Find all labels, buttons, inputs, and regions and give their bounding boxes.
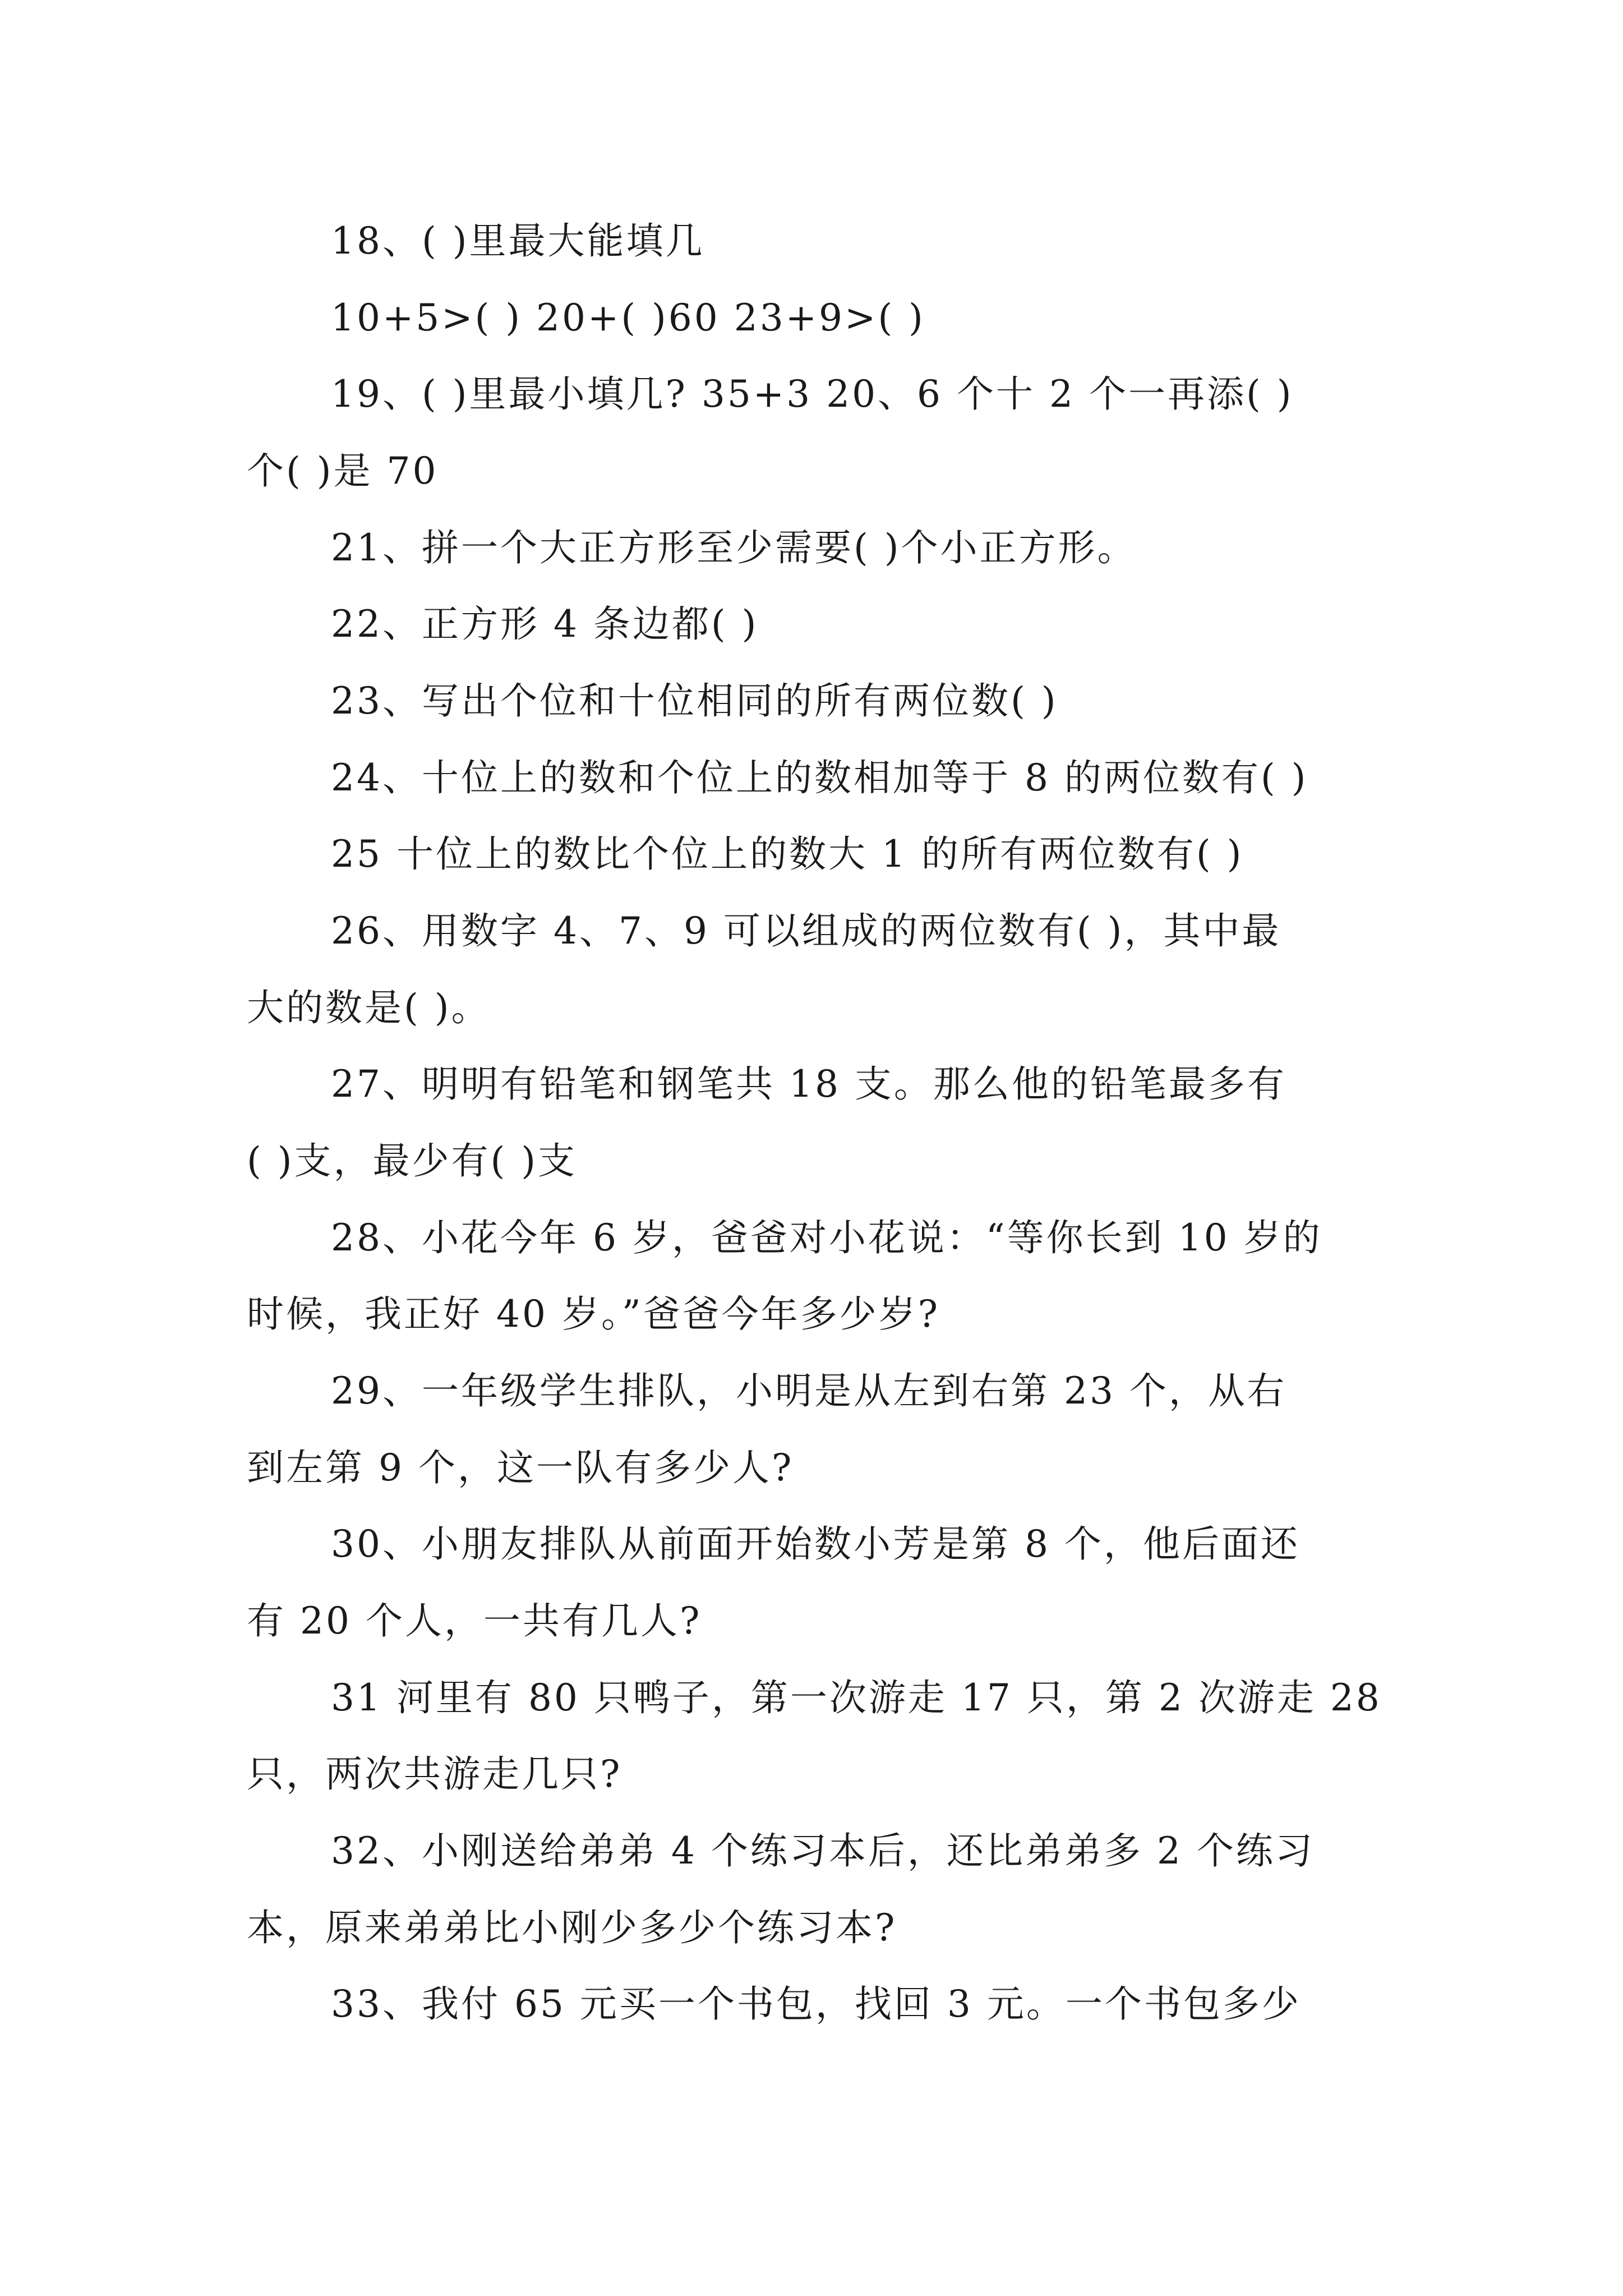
question-33-line: 33、我付 65 元买一个书包，找回 3 元。一个书包多少 [331, 1982, 1301, 2026]
question-18-line: 18、( )里最大能填几 [331, 219, 705, 263]
question-22-line: 22、正方形 4 条边都( ) [331, 602, 759, 646]
question-21-line: 21、拼一个大正方形至少需要( )个小正方形。 [331, 526, 1137, 569]
question-28-line: 28、小花今年 6 岁，爸爸对小花说：“等你长到 10 岁的 [331, 1216, 1322, 1259]
question-27-continuation: ( )支，最少有( )支 [247, 1139, 577, 1182]
question-23-line: 23、写出个位和十位相同的所有两位数( ) [331, 679, 1058, 723]
question-28-continuation: 时候，我正好 40 岁。”爸爸今年多少岁? [247, 1292, 940, 1336]
question-31-line: 31 河里有 80 只鸭子，第一次游走 17 只，第 2 次游走 28 [331, 1676, 1382, 1719]
question-26-continuation: 大的数是( )。 [247, 986, 491, 1029]
question-31-continuation: 只，两次共游走几只? [247, 1752, 623, 1796]
question-29-line: 29、一年级学生排队，小明是从左到右第 23 个，从右 [331, 1369, 1287, 1412]
question-24-line: 24、十位上的数和个位上的数相加等于 8 的两位数有( ) [331, 756, 1308, 799]
question-25-line: 25 十位上的数比个位上的数大 1 的所有两位数有( ) [331, 832, 1244, 876]
question-19-20-line: 19、( )里最小填几? 35+3 20、6 个十 2 个一再添( ) [331, 372, 1294, 416]
question-30-continuation: 有 20 个人，一共有几人? [247, 1599, 702, 1642]
question-26-line: 26、用数字 4、7、9 可以组成的两位数有( )，其中最 [331, 909, 1281, 953]
question-18-subline: 10+5>( ) 20+( )60 23+9>( ) [331, 296, 925, 339]
question-29-continuation: 到左第 9 个，这一队有多少人? [247, 1446, 794, 1489]
question-30-line: 30、小朋友排队从前面开始数小芳是第 8 个，他后面还 [331, 1522, 1300, 1566]
question-27-line: 27、明明有铅笔和钢笔共 18 支。那么他的铅笔最多有 [331, 1062, 1287, 1106]
question-20-continuation: 个( )是 70 [247, 449, 439, 493]
question-32-continuation: 本，原来弟弟比小刚少多少个练习本? [247, 1906, 897, 1949]
question-32-line: 32、小刚送给弟弟 4 个练习本后，还比弟弟多 2 个练习 [331, 1829, 1315, 1872]
